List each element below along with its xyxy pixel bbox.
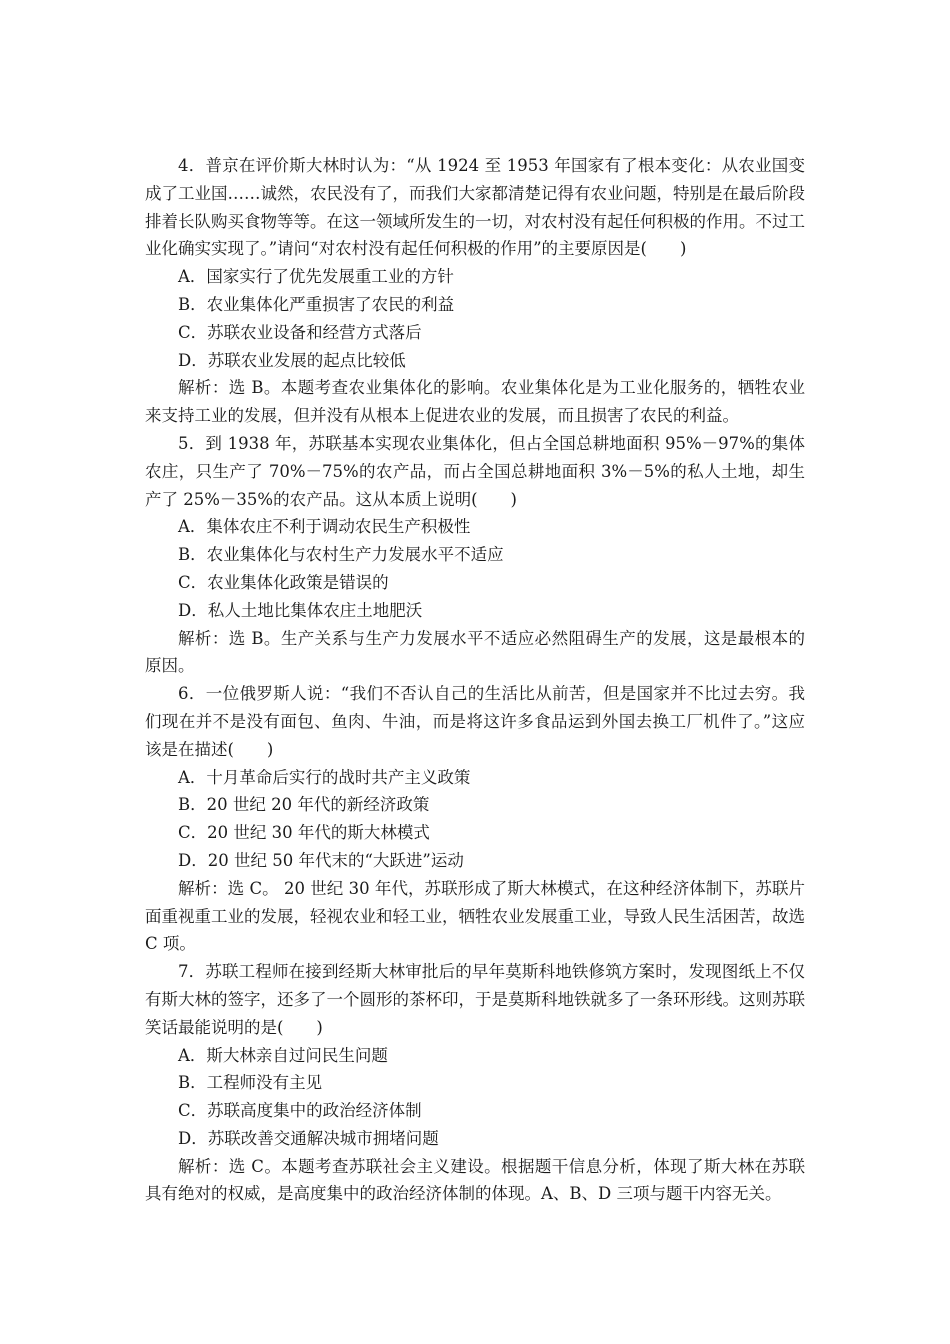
option-b: B．农业集体化严重损害了农民的利益 [178, 294, 455, 314]
question-stem: 7．苏联工程师在接到经斯大林审批后的早年莫斯科地铁修筑方案时，发现图纸上不仅有斯大林的签字，还多了一个圆形的茶杯印，于是莫斯科地铁就多了一条环形线。这则苏联笑话最能说明的是( ) [145, 962, 805, 1037]
answer-analysis: 解析：选 B。本题考查农业集体化的影响。农业集体化是为工业化服务的，牺牲农业来支持工业的发展，但并没有从根本上促进农业的发展，而且损害了农民的利益。 [145, 378, 805, 426]
question-7 [145, 958, 805, 1208]
option-d: D．私人土地比集体农庄土地肥沃 [178, 600, 423, 620]
option-b: B．工程师没有主见 [178, 1073, 323, 1093]
option-a: A．十月革命后实行的战时共产主义政策 [178, 767, 471, 787]
question-4 [145, 152, 805, 430]
option-a: A．斯大林亲自过问民生问题 [178, 1045, 388, 1065]
answer-analysis: 解析：选 C。本题考查苏联社会主义建设。根据题干信息分析，体现了斯大林在苏联具有绝对的权威，是高度集中的政治经济体制的体现。A、B、D 三项与题干内容无关。 [145, 1156, 805, 1204]
option-d: D．苏联农业发展的起点比较低 [178, 350, 406, 370]
question-stem: 6．一位俄罗斯人说：“我们不否认自己的生活比从前苦，但是国家并不比过去穷。我们现在并不是没有面包、鱼肉、牛油，而是将这许多食品运到外国去换工厂机件了。”这应该是在描述( ) [145, 684, 805, 759]
answer-analysis: 解析：选 B。生产关系与生产力发展水平不适应必然阻碍生产的发展，这是最根本的原因。 [145, 628, 805, 676]
option-c: C．农业集体化政策是错误的 [178, 572, 389, 592]
answer-analysis: 解析：选 C。 20 世纪 30 年代，苏联形成了斯大林模式，在这种经济体制下，苏联片面重视重工业的发展，轻视农业和轻工业，牺牲农业发展重工业，导致人民生活困苦，故选 C 项。 [145, 878, 811, 954]
option-d: D．苏联改善交通解决城市拥堵问题 [178, 1128, 439, 1148]
option-d: D．20 世纪 50 年代末的“大跃进”运动 [178, 850, 464, 870]
option-a: A．集体农庄不利于调动农民生产积极性 [178, 517, 471, 537]
option-c: C．苏联农业设备和经营方式落后 [178, 322, 422, 342]
option-b: B．20 世纪 20 年代的新经济政策 [178, 795, 430, 815]
question-stem: 4．普京在评价斯大林时认为：“从 1924 至 1953 年国家有了根本变化：从农业国变成了工业国……诚然，农民没有了，而我们大家都清楚记得有农业问题，特别是在最后阶段排着长队购买食物等等。在这一领域所发生的一切，对农村没有起任何积极的作用。不过工业化确实实现了。”请问“对农村没有起任何积极的作用”的主要原因是( ) [145, 156, 805, 259]
option-b: B．农业集体化与农村生产力发展水平不适应 [178, 545, 504, 565]
option-a: A．国家实行了优先发展重工业的方针 [178, 267, 454, 287]
question-6 [145, 680, 811, 958]
question-list [145, 152, 811, 1208]
question-5 [145, 430, 805, 680]
option-c: C．20 世纪 30 年代的斯大林模式 [178, 823, 430, 843]
option-c: C．苏联高度集中的政治经济体制 [178, 1101, 422, 1121]
question-stem: 5．到 1938 年，苏联基本实现农业集体化，但占全国总耕地面积 95%－97%的集体农庄，只生产了 70%－75%的农产品，而占全国总耕地面积 3%－5%的私人土地，却生产了 25%－35%的农产品。这从本质上说明( ) [145, 433, 805, 509]
